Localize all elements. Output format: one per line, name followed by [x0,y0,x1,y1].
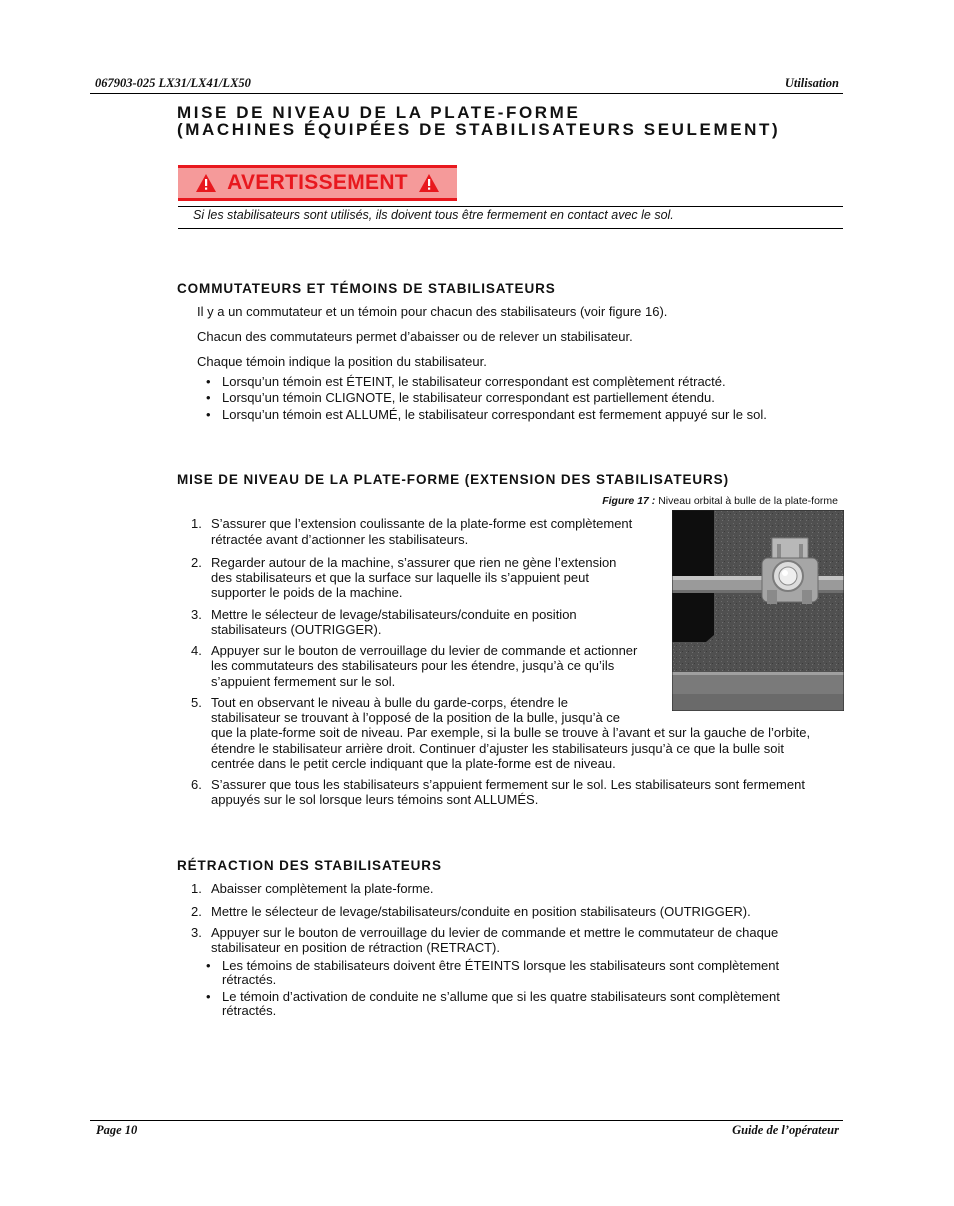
step-number: 2. [191,555,202,570]
section-heading-switches: COMMUTATEURS ET TÉMOINS DE STABILISATEURS [177,281,556,296]
page-title-line1: MISE DE NIVEAU DE LA PLATE-FORME [177,103,581,122]
step-5-line5: centrée dans le petit cercle indiquant que la plate-forme est de niveau. [211,756,616,771]
header-rule [90,93,843,94]
retract-step-3-line1: Appuyer sur le bouton de verrouillage du levier de commande et mettre le commutateur de chaque [211,925,779,940]
step-4-line2: les commutateurs des stabilisateurs pour les étendre, jusqu’à ce qu’ils [211,658,615,673]
list-item: Lorsqu’un témoin est ALLUMÉ, le stabilisateur correspondant est fermement appuyé sur le sol. [222,407,767,422]
step-6-line2: appuyés sur le sol lorsque leurs témoins sont ALLUMÉS. [211,792,539,807]
switches-paragraph-2: Chacun des commutateurs permet d’abaisser ou de relever un stabilisateur. [197,329,633,344]
retract-bullet-2-line1: Le témoin d’activation de conduite ne s’allume que si les quatre stabilisateurs sont complètement [222,989,780,1004]
list-item: Lorsqu’un témoin CLIGNOTE, le stabilisateur correspondant est partiellement étendu. [222,390,715,405]
step-1-line2: rétractée avant d’actionner les stabilisateurs. [211,532,469,547]
footer-page-number: Page 10 [96,1123,138,1137]
step-number: 1. [191,881,202,896]
step-number: 2. [191,904,202,919]
step-3-line2: stabilisateurs (OUTRIGGER). [211,622,382,637]
retract-step-1: Abaisser complètement la plate-forme. [211,881,434,896]
step-5-line2: stabilisateur se trouvant à l’opposé de la position de la bulle, jusqu’à ce [211,710,621,725]
figure-caption-text: Niveau orbital à bulle de la plate-forme [658,495,838,507]
step-5-line3: que la plate-forme soit de niveau. Par exemple, si la bulle se trouve à l’avant et sur la gauche de l’orbite, [211,725,811,740]
warning-triangle-icon [418,173,440,193]
warning-message: Si les stabilisateurs sont utilisés, ils doivent tous être fermement en contact avec le sol. [193,208,674,222]
warning-bottom-rule [178,228,843,229]
step-number: 6. [191,777,202,792]
step-number: 3. [191,607,202,622]
bubble-level-photo [672,510,844,711]
retract-bullet-2-line2: rétractés. [222,1003,277,1018]
retract-bullet-1-line2: rétractés. [222,972,277,987]
step-2-line1: Regarder autour de la machine, s’assurer que rien ne gène l’extension [211,555,617,570]
switches-paragraph-3: Chaque témoin indique la position du stabilisateur. [197,354,487,369]
list-item: Lorsqu’un témoin est ÉTEINT, le stabilisateur correspondant est complètement rétracté. [222,374,726,389]
section-heading-extend: MISE DE NIVEAU DE LA PLATE-FORME (EXTENSION DES STABILISATEURS) [177,472,729,487]
page-title-line2: (MACHINES ÉQUIPÉES DE STABILISATEURS SEULEMENT) [177,120,781,139]
step-1-line1: S’assurer que l’extension coulissante de la plate-forme est complètement [211,516,633,531]
step-number: 4. [191,643,202,658]
footer-guide-title: Guide de l’opérateur [732,1123,839,1137]
bullet-marker: • [206,989,211,1004]
step-5-line4: étendre le stabilisateur arrière droit. Continuer d’ajuster les stabilisateurs jusqu’à ce que la bulle soit [211,741,785,756]
bullet-marker: • [206,407,211,422]
bullet-marker: • [206,374,211,389]
bullet-marker: • [206,390,211,405]
step-4-line1: Appuyer sur le bouton de verrouillage du levier de commande et actionner [211,643,638,658]
step-2-line3: supporter le poids de la machine. [211,585,403,600]
step-6-line1: S’assurer que tous les stabilisateurs s’appuient fermement sur le sol. Les stabilisateurs sont fermement [211,777,805,792]
warning-triangle-icon [195,173,217,193]
retract-step-3-line2: stabilisateur en position de rétraction (RETRACT). [211,940,501,955]
warning-banner [178,165,457,201]
step-2-line2: des stabilisateurs et que la surface sur laquelle ils s’appuient peut [211,570,589,585]
retract-bullet-1-line1: Les témoins de stabilisateurs doivent être ÉTEINTS lorsque les stabilisateurs sont complètement [222,958,780,973]
step-3-line1: Mettre le sélecteur de levage/stabilisateurs/conduite en position [211,607,577,622]
section-heading-retract: RÉTRACTION DES STABILISATEURS [177,858,442,873]
step-number: 5. [191,695,202,710]
footer-rule [90,1120,843,1121]
step-number: 1. [191,516,202,531]
figure-caption [602,495,838,507]
header-doc-ref: 067903-025 LX31/LX41/LX50 [95,76,251,90]
switches-paragraph-1: Il y a un commutateur et un témoin pour chacun des stabilisateurs (voir figure 16). [197,304,668,319]
step-4-line3: s’appuient fermement sur le sol. [211,674,396,689]
bullet-marker: • [206,958,211,973]
warning-top-rule [178,206,843,207]
step-5-line1: Tout en observant le niveau à bulle du garde-corps, étendre le [211,695,569,710]
retract-step-2: Mettre le sélecteur de levage/stabilisateurs/conduite en position stabilisateurs (OUTRIGGER). [211,904,751,919]
step-number: 3. [191,925,202,940]
header-section: Utilisation [784,76,839,90]
figure-label: Figure 17 : [602,495,656,507]
warning-label: AVERTISSEMENT [227,171,408,194]
